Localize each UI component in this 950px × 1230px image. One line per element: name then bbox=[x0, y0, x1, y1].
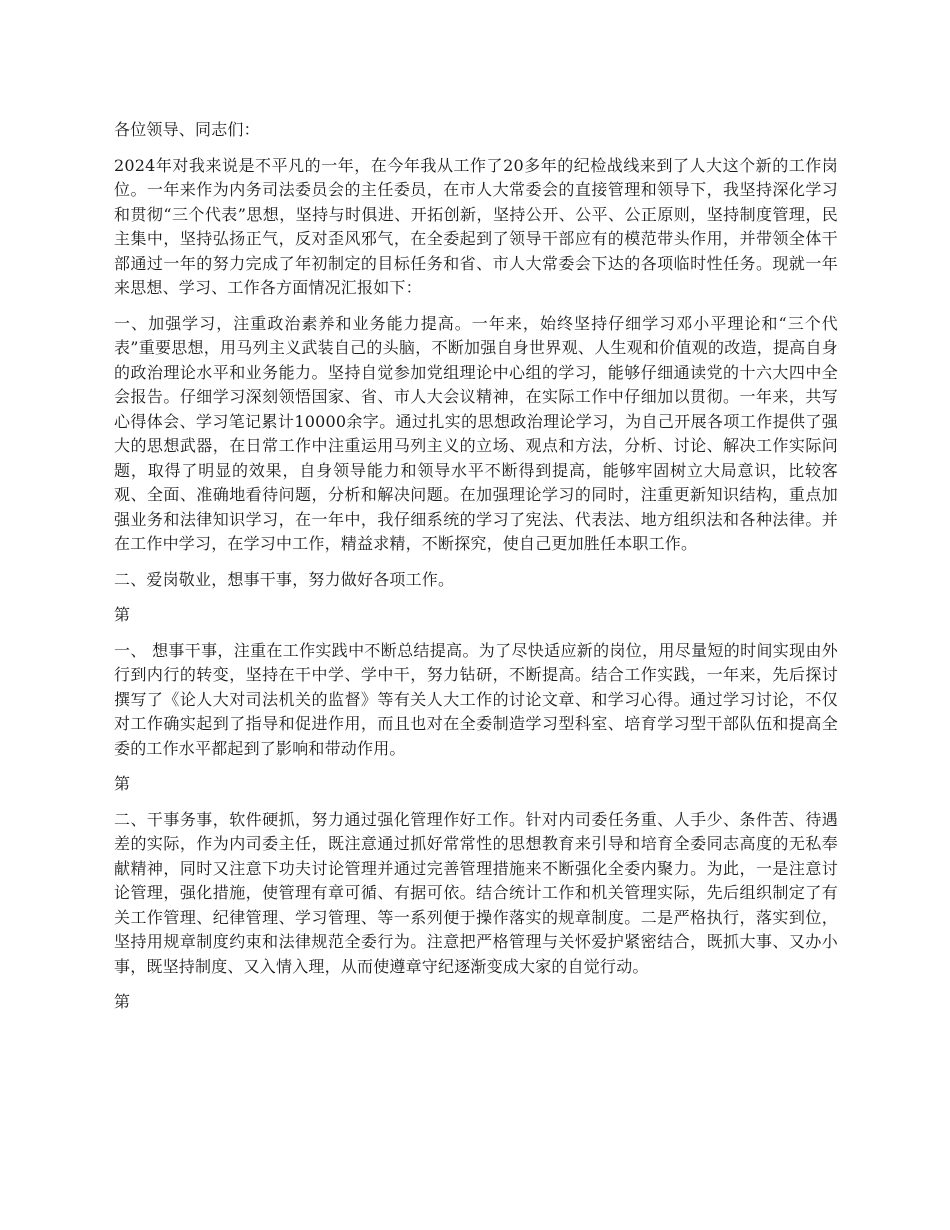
intro-paragraph: 2024年对我来说是不平凡的一年，在今年我从工作了20多年的纪检战线来到了人大这个新的工作岗位。一年来作为内务司法委员会的主任委员，在市人大常委会的直接管理和领导下，我坚持深化学习和贯彻“三个代表”思想，坚持与时俱进、开拓创新，坚持公开、公平、公正原则，坚持制度管理，民主集中，坚持弘扬正气，反对歪风邪气，在全委起到了领导干部应有的模范带头作用，并带领全体干部通过一年的努力完成了年初制定的目标任务和省、市人大常委会下达的各项临时性任务。现就一年来思想、学习、工作各方面情况汇报如下： bbox=[114, 155, 838, 297]
ordinal-fragment: 第 bbox=[114, 774, 131, 793]
section-two-heading: 二、爱岗敬业，想事干事，努力做好各项工作。 bbox=[114, 569, 455, 589]
ordinal-fragment: 第 bbox=[114, 992, 131, 1011]
section-one-paragraph: 一、加强学习，注重政治素养和业务能力提高。一年来，始终坚持仔细学习邓小平理论和“三个代表”重要思想，用马列主义武装自己的头脑，不断加强自身世界观、人生观和价值观的改造，提高自身的政治理论水平和业务能力。坚持自觉参加党组理论中心组的学习，能够仔细通读党的十六大四中全会报告。仔细学习深刻领悟国家、省、市人大会议精神，在实际工作中仔细加以贯彻。一年来，共写心得体会、学习笔记累计10000余字。通过扎实的思想政治理论学习，为自己开展各项工作提供了强大的思想武器，在日常工作中注重运用马列主义的立场、观点和方法，分析、讨论、解决工作实际问题，取得了明显的效果，自身领导能力和领导水平不断得到提高，能够牢固树立大局意识，比较客观、全面、准确地看待问题，分析和解决问题。在加强理论学习的同时，注重更新知识结构，重点加强业务和法律知识学习，在一年中，我仔细系统的学习了宪法、代表法、地方组织法和各种法律。并在工作中学习，在学习中工作，精益求精，不断探究，使自己更加胜任本职工作。 bbox=[114, 313, 838, 553]
subsection-one-paragraph: 一、 想事干事，注重在工作实践中不断总结提高。为了尽快适应新的岗位，用尽量短的时间实现由外行到内行的转变，坚持在干中学、学中干，努力钻研，不断提高。结合工作实践，一年来，先后探讨撰写了《论人大对司法机关的监督》等有关人大工作的讨论文章、和学习心得。通过学习讨论，不仅对工作确实起到了指导和促进作用，而且也对在全委制造学习型科室、培育学习型干部队伍和提高全委的工作水平都起到了影响和带动作用。 bbox=[114, 640, 838, 758]
salutation: 各位领导、同志们： bbox=[114, 120, 260, 139]
ordinal-fragment: 第 bbox=[114, 605, 131, 624]
subsection-two-paragraph: 二、干事务事，软件硬抓，努力通过强化管理作好工作。针对内司委任务重、人手少、条件苦、待遇差的实际，作为内司委主任，既注意通过抓好常常性的思想教育来引导和培育全委同志高度的无私奉献精神，同时又注意下功夫讨论管理并通过完善管理措施来不断强化全委内聚力。为此，一是注意讨论管理，强化措施，使管理有章可循、有据可依。结合统计工作和机关管理实际，先后组织制定了有关工作管理、纪律管理、学习管理、等一系列便于操作落实的规章制度。二是严格执行，落实到位，坚持用规章制度约束和法律规范全委行为。注意把严格管理与关怀爱护紧密结合，既抓大事、又办小事，既坚持制度、又入情入理，从而使遵章守纪逐渐变成大家的自觉行动。 bbox=[114, 809, 838, 976]
document-page bbox=[114, 118, 838, 1026]
